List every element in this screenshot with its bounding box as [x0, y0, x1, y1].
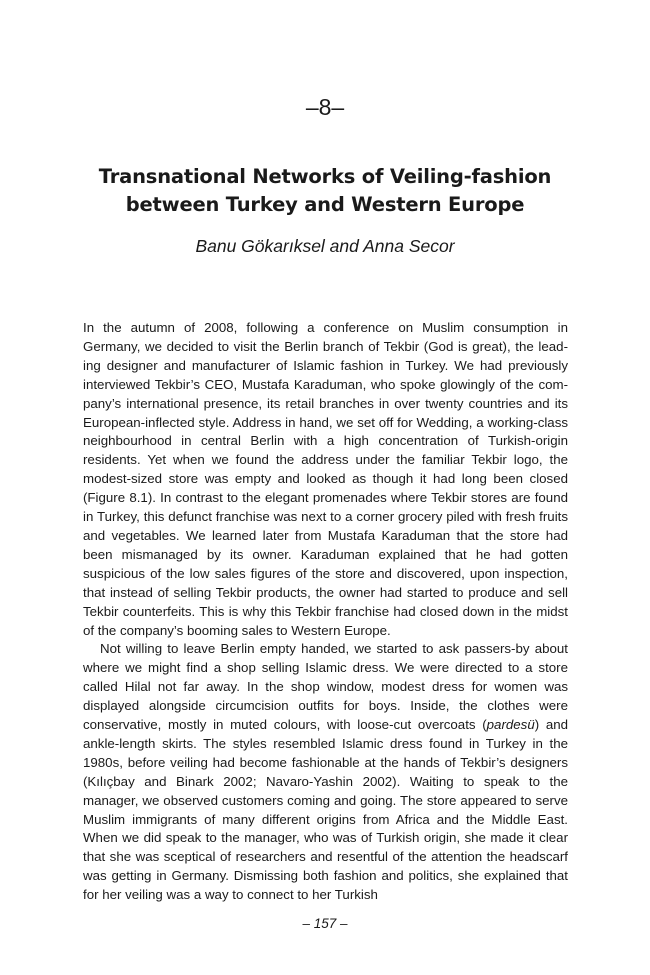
italic-term: pardesü [486, 717, 535, 733]
body-paragraph-1 [83, 319, 568, 640]
chapter-body [83, 319, 568, 905]
chapter-title [60, 163, 590, 219]
paragraph-2-text-before: Not willing to leave Berlin empty handed, we started to ask passers-by about where we might find a shop selling Islamic dress. We were directed to a store called Hilal not far away. In the shop window, modest dress for women was displayed alongside circumcision outfits for boys. Inside, the clothes were conservative, mostly in muted colours, with loose-cut overcoats ( [83, 641, 568, 733]
chapter-number: –8– [305, 94, 345, 120]
paragraph-1-text: In the autumn of 2008, following a conference on Muslim consumption in Germany, we decided to visit the Berlin branch of Tekbir (God is great), the leading designer and manufacturer of Islamic fashion in Turkey. We had previously interviewed Tekbir’s CEO, Mustafa Karaduman, who spoke glowingly of the company’s international presence, its retail branches in over twenty countries and its European-inflected style. Address in hand, we set off for Wedding, a working-class neighbourhood in central Berlin with a high concentration of Turkish-origin residents. Yet when we found the address under the familiar Tekbir logo, the modest-sized store was empty and looked as though it had long been closed (Figure 8.1). In contrast to the elegant promenades where Tekbir stores are found in Turkey, this defunct franchise was next to a corner grocery piled with fresh fruits and vegetables. We learned later from Mustafa Karaduman that the store had been mismanaged by its owner. Karaduman explained that he had gotten suspicious of the low sales figures of the store and discovered, upon inspection, that instead of selling Tekbir products, the owner had started to produce and sell Tekbir counterfeits. This is why this Tekbir franchise had closed down in the midst of the company’s booming sales to Western Europe. [83, 320, 568, 638]
chapter-authors: Banu Gökarıksel and Anna Secor [195, 236, 455, 256]
paragraph-2-text-after: ) and ankle-length skirts. The styles resembled Islamic dress found in Turkey in the 1980s, before veiling had become fashionable at the hands of Tekbir’s designers (Kılıçbay and Binark 2002; Navaro-Yashin 2002). Waiting to speak to the manager, we observed customers coming and going. The store appeared to serve Muslim immigrants of many different origins from Africa and the Middle East. When we did speak to the manager, who was of Turkish origin, she made it clear that she was sceptical of researchers and resentful of the attention the headscarf was getting in Germany. Dismissing both fashion and politics, she explained that for her veiling was a way to connect to her Turkish [83, 717, 569, 903]
body-paragraph-2 [83, 640, 568, 905]
chapter-title-line-2: between Turkey and Western Europe [125, 193, 525, 216]
page-number: – 157 – [302, 916, 348, 931]
chapter-title-line-1: Transnational Networks of Veiling-fashion [98, 165, 552, 188]
